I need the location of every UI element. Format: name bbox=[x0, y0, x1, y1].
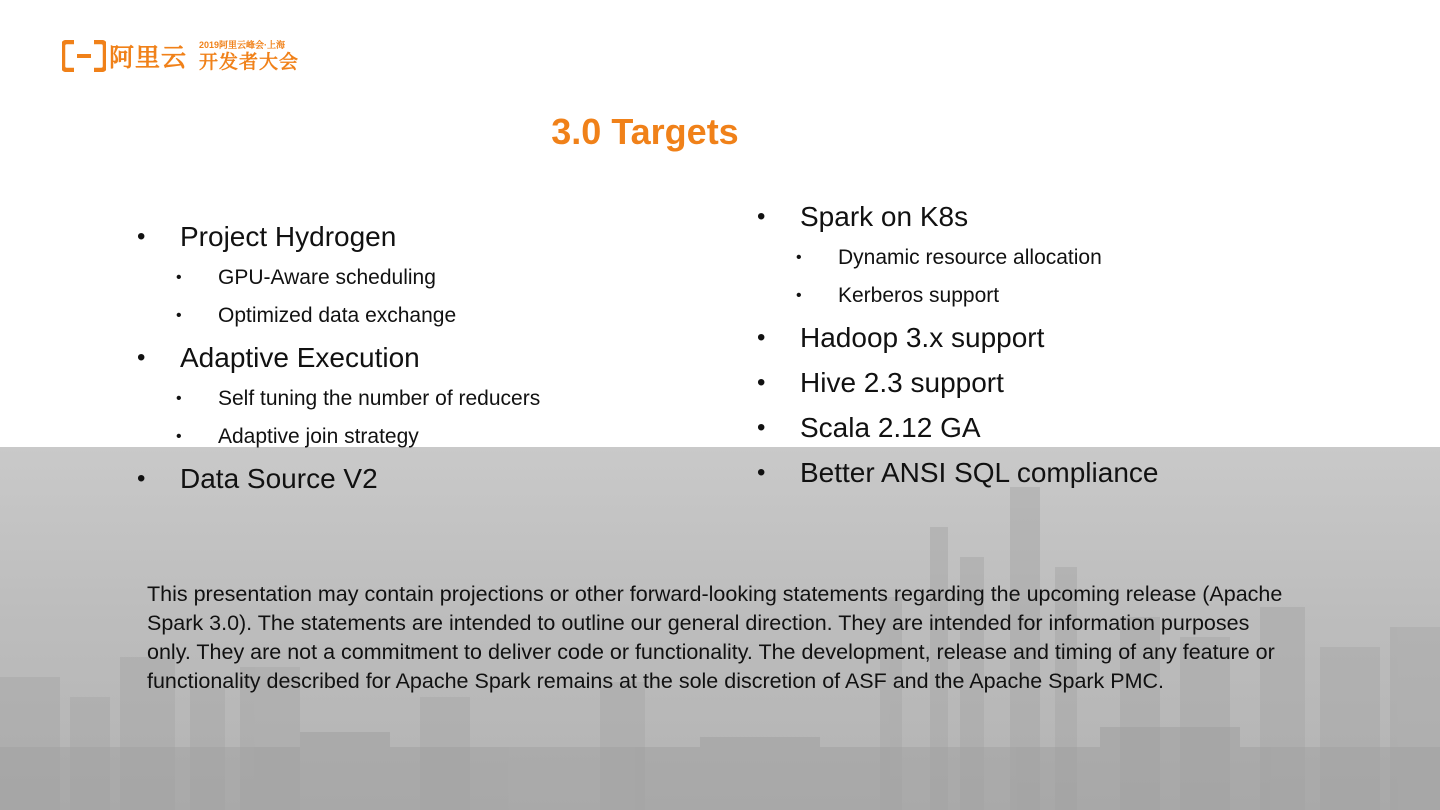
bullet-item-label: Better ANSI SQL compliance bbox=[800, 457, 1159, 488]
bullet-icon: • bbox=[137, 223, 146, 250]
bullet-item-label: Scala 2.12 GA bbox=[800, 412, 981, 443]
logo-text: 阿里云 bbox=[109, 44, 188, 72]
bullet-icon: • bbox=[176, 428, 182, 445]
bullet-item-label: Project Hydrogen bbox=[180, 221, 397, 252]
event-name-large: 开发者大会 bbox=[199, 51, 300, 73]
bullet-item bbox=[757, 405, 1158, 450]
bullet-icon: • bbox=[757, 369, 766, 396]
aliyun-bracket-icon bbox=[62, 40, 106, 72]
bullet-item bbox=[757, 360, 1158, 405]
sub-bullet-item-label: Adaptive join strategy bbox=[218, 425, 419, 448]
sub-bullet-item-label: Kerberos support bbox=[838, 284, 1000, 307]
bullet-item-label: Adaptive Execution bbox=[180, 342, 420, 373]
bullet-icon: • bbox=[176, 269, 182, 286]
bullet-icon: • bbox=[796, 287, 802, 304]
sub-bullet-item-label: Dynamic resource allocation bbox=[838, 246, 1102, 269]
bullet-item-label: Data Source V2 bbox=[180, 463, 378, 494]
sub-bullet-item bbox=[757, 239, 1158, 277]
bullet-icon: • bbox=[757, 414, 766, 441]
bullet-icon: • bbox=[796, 249, 802, 266]
sub-bullet-item bbox=[137, 380, 540, 418]
bullet-item-label: Spark on K8s bbox=[800, 201, 969, 232]
bullet-icon: • bbox=[757, 459, 766, 486]
sub-bullet-item-label: GPU-Aware scheduling bbox=[218, 266, 436, 289]
sub-bullet-item bbox=[137, 418, 540, 456]
bullet-item bbox=[137, 456, 540, 501]
bullet-icon: • bbox=[176, 390, 182, 407]
bullet-icon: • bbox=[757, 203, 766, 230]
bullet-item-label: Hadoop 3.x support bbox=[800, 322, 1045, 353]
sub-bullet-item bbox=[137, 297, 540, 335]
sub-bullet-item bbox=[137, 259, 540, 297]
bullet-icon: • bbox=[757, 324, 766, 351]
right-target-list bbox=[757, 194, 1158, 495]
event-branding bbox=[199, 41, 299, 72]
event-name-small: 2019阿里云峰会·上海 bbox=[199, 39, 286, 50]
bullet-item-label: Hive 2.3 support bbox=[800, 367, 1004, 398]
sub-bullet-item bbox=[757, 277, 1158, 315]
left-target-list bbox=[137, 214, 540, 501]
aliyun-logo bbox=[62, 38, 299, 74]
bullet-item bbox=[757, 194, 1158, 239]
sub-bullet-item-label: Optimized data exchange bbox=[218, 304, 457, 327]
bullet-icon: • bbox=[137, 344, 146, 371]
bullet-icon: • bbox=[137, 465, 146, 492]
bullet-icon: • bbox=[176, 307, 182, 324]
sub-bullet-item-label: Self tuning the number of reducers bbox=[218, 387, 541, 410]
bullet-item bbox=[137, 335, 540, 380]
slide-title: 3.0 Targets bbox=[551, 111, 739, 152]
bullet-item bbox=[757, 315, 1158, 360]
bullet-item bbox=[137, 214, 540, 259]
bullet-item bbox=[757, 450, 1158, 495]
disclaimer-text: This presentation may contain projections or other forward-looking statements regarding the upcoming release (Apache Spark 3.0). The statements are intended to outline our general direction. They are intended for information purposes only. They are not a commitment to deliver code or functionality. The development, release and timing of any feature or functionality described for Apache Spark remains at the sole discretion of ASF and the Apache Spark PMC. bbox=[147, 582, 1283, 693]
